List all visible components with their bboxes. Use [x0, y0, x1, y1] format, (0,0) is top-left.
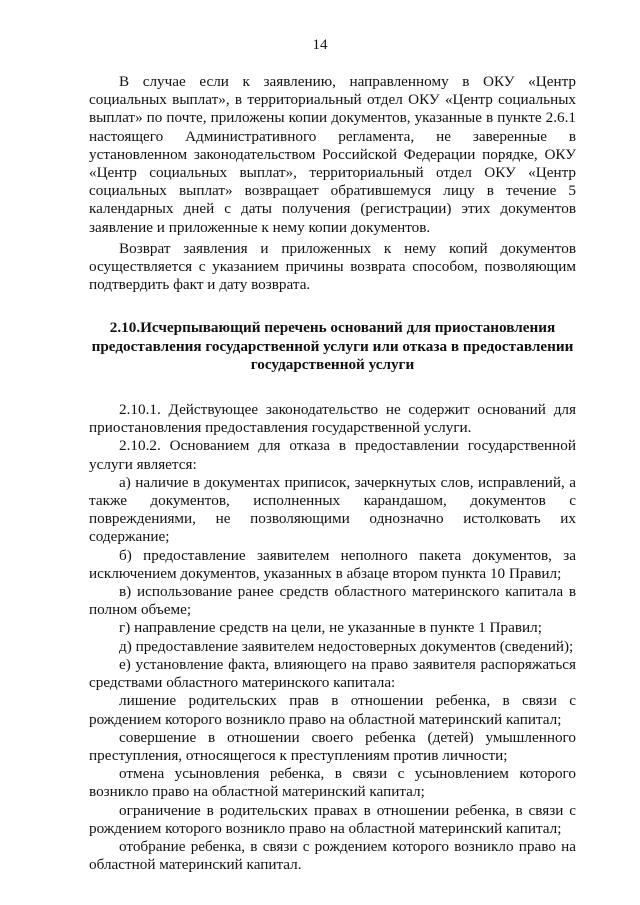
list-item-v: в) использование ранее средств областного материнского капитала в полном объеме; [89, 583, 576, 619]
sub-item-adoption-cancel: отмена усыновления ребенка, в связи с усыновлением которого возникло право на областной материнский капитал; [89, 765, 576, 801]
paragraph-return-method: Возврат заявления и приложенных к нему копий документов осуществляется с указанием причины возврата способом, позволяющим подтвердить факт и дату возврата. [89, 239, 576, 294]
sub-item-removal: отобрание ребенка, в связи с рождением которого возникло право на областной материнский капитал. [89, 837, 576, 874]
section-heading: 2.10.Исчерпывающий перечень оснований для приостановления предоставления государственной услуги или отказа в предоставлении государственной услуги [91, 319, 574, 373]
sub-item-deprivation: лишение родительских прав в отношении ребенка, в связи с рождением которого возникло право на областной материнский капитал; [89, 692, 576, 728]
list-item-b: б) предоставление заявителем неполного пакета документов, за исключением документов, указанных в абзаце втором пункта 10 Правил; [89, 546, 576, 582]
page-number: 14 [312, 37, 328, 53]
sub-item-restriction: ограничение в родительских правах в отношении ребенка, в связи с рождением которого возникло право на областной материнский капитал; [89, 801, 576, 837]
clause-2-10-2: 2.10.2. Основанием для отказа в предоставлении государственной услуги является: [89, 437, 576, 473]
paragraph-return-conditions: В случае если к заявлению, направленному в ОКУ «Центр социальных выплат», в территориальный отдел ОКУ «Центр социальных выплат» по почте, приложены копии документов, указанные в пункте 2.6.1 настоящего Административного регламента, не заверенные в установленном законодательством Российской Федерации порядке, ОКУ «Центр социальных выплат», территориальный отдел ОКУ «Центр социальных выплат» возвращает обратившемуся лицу в течение 5 календарных дней с даты получения (регистрации) этих документов заявление и приложенные к нему копии документов. [89, 73, 576, 236]
sub-item-crime: совершение в отношении своего ребенка (детей) умышленного преступления, относящегося к преступлениям против личности; [89, 728, 576, 764]
clause-2-10-1: 2.10.1. Действующее законодательство не содержит оснований для приостановления предоставления государственной услуги. [89, 401, 576, 437]
document-body [89, 73, 576, 874]
list-item-a: а) наличие в документах приписок, зачеркнутых слов, исправлений, а также документов, исполненных карандашом, документов с повреждениями, не позволяющими однозначно истолковать их содержание; [89, 473, 576, 546]
list-item-g: г) направление средств на цели, не указанные в пункте 1 Правил; [119, 619, 542, 637]
list-item-e: е) установление факта, влияющего на право заявителя распоряжаться средствами областного материнского капитала: [89, 655, 576, 692]
list-item-d: д) предоставление заявителем недостоверных документов (сведений); [119, 637, 574, 655]
